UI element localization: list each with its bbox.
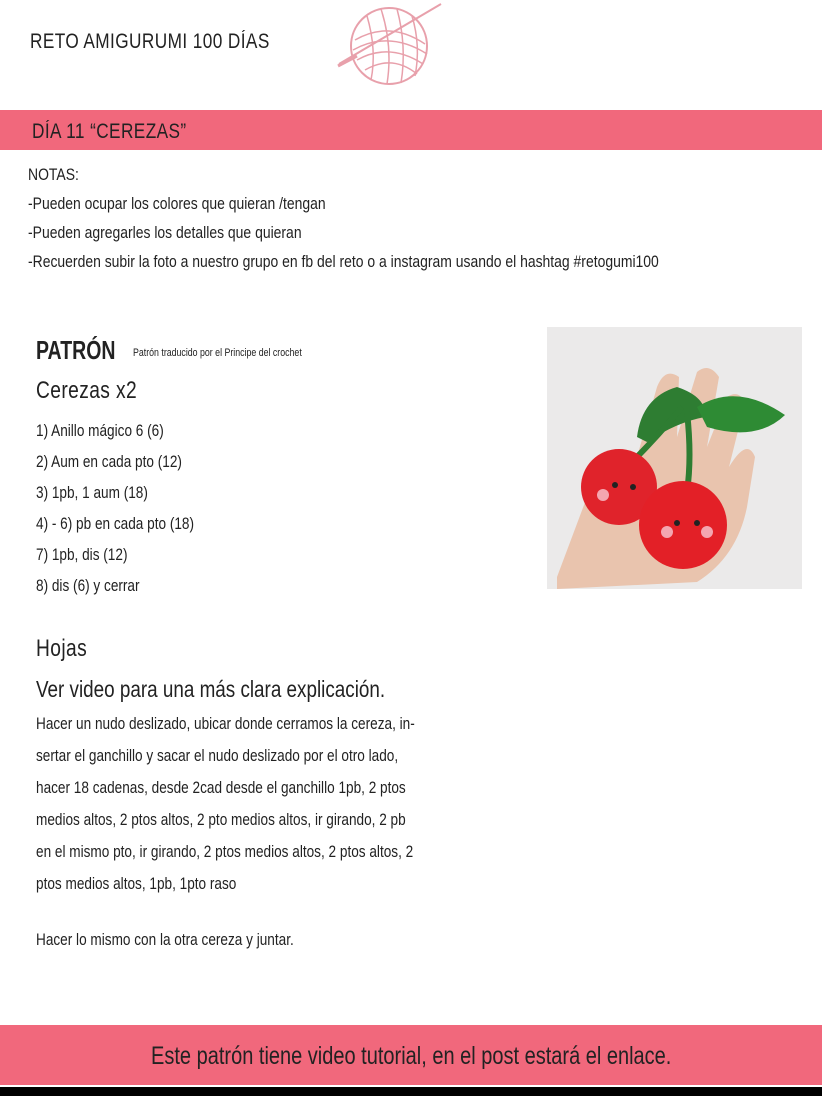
step-item: 3) 1pb, 1 aum (18) — [36, 483, 148, 502]
instruction-line: medios altos, 2 ptos altos, 2 pto medios altos, ir girando, 2 pb — [36, 810, 406, 829]
cerezas-steps — [36, 415, 234, 601]
yarn-ball-icon — [337, 0, 447, 90]
instruction-line: hacer 18 cadenas, desde 2cad desde el ganchillo 1pb, 2 ptos — [36, 778, 406, 797]
cerezas-title: Cerezas x2 — [36, 377, 138, 404]
step-item: 8) dis (6) y cerrar — [36, 576, 140, 595]
hojas-instructions — [36, 708, 509, 900]
step-item: 1) Anillo mágico 6 (6) — [36, 421, 164, 440]
patron-header — [36, 335, 302, 366]
closing-instruction: Hacer lo mismo con la otra cereza y juntar. — [36, 930, 294, 949]
note-item: -Recuerden subir la foto a nuestro grupo en fb del reto o a instagram usando el hashtag #retogumi100 — [28, 252, 659, 271]
notes-heading: NOTAS: — [28, 165, 79, 184]
instruction-line: sertar el ganchillo y sacar el nudo deslizado por el otro lado, — [36, 746, 399, 765]
day-title: DÍA 11 “CEREZAS” — [32, 120, 187, 143]
hojas-title: Hojas — [36, 635, 88, 662]
notes-section — [28, 160, 797, 276]
bottom-bar — [0, 1087, 822, 1096]
note-item: -Pueden ocupar los colores que quieran /tengan — [28, 194, 326, 213]
instruction-line: en el mismo pto, ir girando, 2 ptos medios altos, 2 ptos altos, 2 — [36, 842, 414, 861]
instruction-line: ptos medios altos, 1pb, 1pto raso — [36, 874, 237, 893]
footer-text: Este patrón tiene video tutorial, en el post estará el enlace. — [150, 1042, 672, 1070]
step-item: 4) - 6) pb en cada pto (18) — [36, 514, 195, 533]
patron-title: PATRÓN — [36, 335, 116, 365]
instruction-line: Hacer un nudo deslizado, ubicar donde cerramos la cereza, in- — [36, 714, 415, 733]
hojas-subtitle: Ver video para una más clara explicación. — [36, 676, 386, 702]
step-item: 7) 1pb, dis (12) — [36, 545, 128, 564]
step-item: 2) Aum en cada pto (12) — [36, 452, 182, 471]
note-item: -Pueden agregarles los detalles que quieran — [28, 223, 302, 242]
footer-text-container — [0, 1042, 822, 1071]
cherry-photo — [547, 327, 802, 589]
patron-credit: Patrón traducido por el Principe del crochet — [133, 347, 302, 359]
page-title: RETO AMIGURUMI 100 DÍAS — [30, 30, 270, 53]
